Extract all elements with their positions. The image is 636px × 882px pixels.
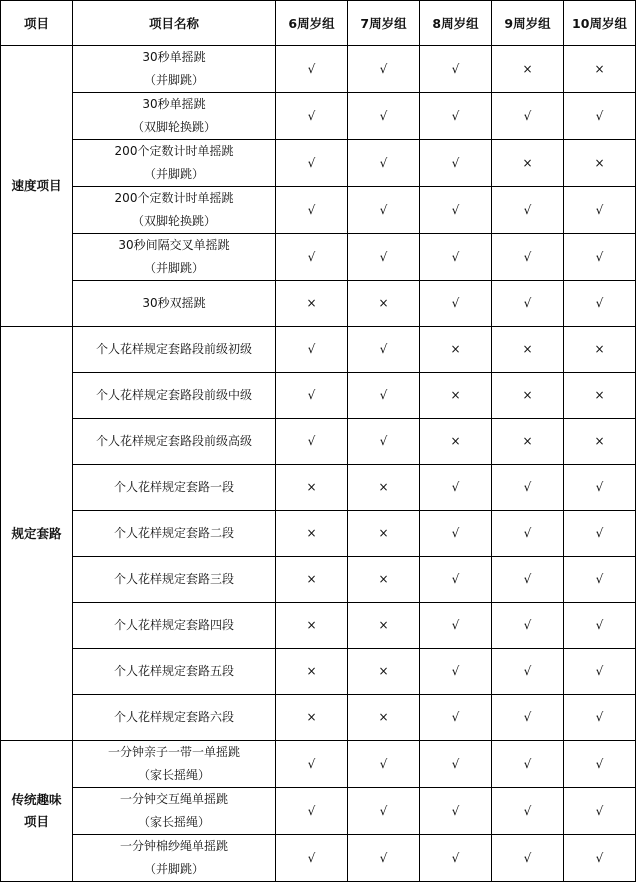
mark-age-9: √ [492,281,564,327]
item-name-cell [73,281,276,327]
mark-age-6: √ [276,140,348,187]
mark-age-10: √ [564,695,636,741]
mark-age-8: √ [420,788,492,835]
item-name-cell [73,419,276,465]
mark-age-7: × [348,465,420,511]
header-age-8: 8周岁组 [420,1,492,46]
mark-age-8: √ [420,140,492,187]
item-name-line: 一分钟棉纱绳单摇跳 [119,839,228,853]
mark-age-8: × [420,373,492,419]
mark-age-10: × [564,373,636,419]
mark-age-6: √ [276,788,348,835]
item-name-line: （并脚跳） [143,167,204,181]
mark-age-7: √ [348,234,420,281]
item-name-line: 个人花样规定套路段前级中级 [95,388,252,402]
mark-age-7: √ [348,327,420,373]
item-name-line: 个人花样规定套路段前级初级 [95,342,252,356]
item-name-line: 个人花样规定套路五段 [113,664,234,678]
category-name-line: 速度项目 [11,178,62,193]
mark-age-9: √ [492,511,564,557]
header-category: 项目 [1,1,73,46]
mark-age-9: √ [492,93,564,140]
item-name-line: （家长摇绳） [137,768,210,782]
table-body [1,46,636,882]
mark-age-6: × [276,511,348,557]
item-name-cell [73,695,276,741]
header-age-6: 6周岁组 [276,1,348,46]
mark-age-6: √ [276,419,348,465]
mark-age-6: × [276,695,348,741]
mark-age-9: × [492,46,564,93]
header-age-7: 7周岁组 [348,1,420,46]
item-name-line: 30秒间隔交叉单摇跳 [118,238,230,252]
item-name-line: 个人花样规定套路段前级高级 [95,434,252,448]
mark-age-9: × [492,373,564,419]
mark-age-9: √ [492,187,564,234]
mark-age-8: √ [420,93,492,140]
table-row [1,788,636,835]
item-name-cell [73,741,276,788]
mark-age-10: √ [564,187,636,234]
table-row [1,741,636,788]
mark-age-7: √ [348,140,420,187]
mark-age-9: × [492,327,564,373]
table-row [1,187,636,234]
mark-age-10: √ [564,465,636,511]
mark-age-6: √ [276,187,348,234]
mark-age-9: √ [492,835,564,882]
mark-age-6: √ [276,46,348,93]
mark-age-8: √ [420,187,492,234]
mark-age-9: √ [492,234,564,281]
header-age-10: 10周岁组 [564,1,636,46]
category-name-line: 传统趣味 [11,792,62,807]
header-row [1,1,636,46]
mark-age-6: √ [276,327,348,373]
item-name-cell [73,46,276,93]
mark-age-8: √ [420,465,492,511]
table-row [1,140,636,187]
item-name-line: （双脚轮换跳） [131,214,216,228]
item-name-line: 个人花样规定套路三段 [113,572,234,586]
table-row [1,46,636,93]
table-row [1,603,636,649]
mark-age-10: √ [564,741,636,788]
mark-age-10: √ [564,93,636,140]
header-age-9: 9周岁组 [492,1,564,46]
mark-age-7: × [348,511,420,557]
table-row [1,649,636,695]
item-name-line: （并脚跳） [143,73,204,87]
mark-age-10: × [564,140,636,187]
item-name-cell [73,511,276,557]
table-row [1,234,636,281]
item-name-line: （并脚跳） [143,261,204,275]
mark-age-9: √ [492,649,564,695]
table-row [1,465,636,511]
table-row [1,93,636,140]
table-row [1,419,636,465]
mark-age-10: √ [564,234,636,281]
mark-age-8: √ [420,46,492,93]
mark-age-7: √ [348,835,420,882]
item-name-line: 30秒单摇跳 [142,97,206,111]
table-row [1,695,636,741]
mark-age-6: × [276,465,348,511]
mark-age-8: √ [420,835,492,882]
table-row [1,373,636,419]
mark-age-9: √ [492,788,564,835]
mark-age-10: √ [564,511,636,557]
item-name-line: 200个定数计时单摇跳 [114,191,234,205]
mark-age-6: × [276,649,348,695]
mark-age-10: √ [564,603,636,649]
mark-age-6: × [276,603,348,649]
header-item-name: 项目名称 [73,1,276,46]
mark-age-7: × [348,281,420,327]
item-name-cell [73,835,276,882]
mark-age-9: √ [492,741,564,788]
mark-age-9: × [492,419,564,465]
mark-age-8: √ [420,281,492,327]
mark-age-7: × [348,649,420,695]
mark-age-6: √ [276,835,348,882]
table-row [1,511,636,557]
mark-age-9: √ [492,695,564,741]
mark-age-6: × [276,557,348,603]
item-name-cell [73,234,276,281]
mark-age-6: √ [276,741,348,788]
item-name-line: （并脚跳） [143,862,204,876]
item-name-cell [73,603,276,649]
item-name-line: 个人花样规定套路六段 [113,710,234,724]
mark-age-8: √ [420,603,492,649]
item-name-cell [73,327,276,373]
mark-age-6: × [276,281,348,327]
item-name-cell [73,465,276,511]
item-name-line: 200个定数计时单摇跳 [114,144,234,158]
mark-age-8: √ [420,741,492,788]
mark-age-7: × [348,603,420,649]
item-name-cell [73,140,276,187]
category-name-line: 规定套路 [11,525,62,541]
item-name-cell [73,93,276,140]
mark-age-7: √ [348,187,420,234]
mark-age-7: √ [348,46,420,93]
mark-age-8: √ [420,234,492,281]
mark-age-10: √ [564,788,636,835]
category-name-line: 项目 [23,814,49,829]
mark-age-7: √ [348,373,420,419]
mark-age-9: × [492,140,564,187]
item-name-cell [73,373,276,419]
mark-age-6: √ [276,93,348,140]
item-name-cell [73,187,276,234]
mark-age-10: × [564,327,636,373]
mark-age-7: √ [348,419,420,465]
item-name-line: （家长摇绳） [137,815,210,829]
mark-age-10: √ [564,835,636,882]
mark-age-9: √ [492,465,564,511]
category-cell [1,46,73,327]
item-name-line: 30秒单摇跳 [142,50,206,64]
table-row [1,281,636,327]
mark-age-9: √ [492,557,564,603]
mark-age-8: √ [420,695,492,741]
category-cell [1,741,73,882]
category-cell [1,327,73,741]
mark-age-6: √ [276,373,348,419]
mark-age-10: √ [564,557,636,603]
item-name-line: 个人花样规定套路一段 [113,480,234,494]
mark-age-10: √ [564,281,636,327]
mark-age-10: × [564,419,636,465]
mark-age-7: √ [348,788,420,835]
mark-age-7: × [348,695,420,741]
mark-age-8: × [420,327,492,373]
mark-age-8: × [420,419,492,465]
mark-age-10: √ [564,649,636,695]
table-row [1,327,636,373]
mark-age-7: √ [348,741,420,788]
item-name-cell [73,788,276,835]
item-name-line: 个人花样规定套路四段 [113,618,234,632]
mark-age-7: × [348,557,420,603]
mark-age-8: √ [420,557,492,603]
item-name-line: 个人花样规定套路二段 [113,526,234,540]
item-name-cell [73,649,276,695]
item-name-line: 一分钟交互绳单摇跳 [119,792,228,806]
mark-age-7: √ [348,93,420,140]
item-name-cell [73,557,276,603]
mark-age-10: × [564,46,636,93]
mark-age-8: √ [420,511,492,557]
mark-age-9: √ [492,603,564,649]
item-name-line: 一分钟亲子一带一单摇跳 [107,745,240,759]
item-name-line: （双脚轮换跳） [131,120,216,134]
item-name-line: 30秒双摇跳 [142,296,206,310]
mark-age-8: √ [420,649,492,695]
table-row [1,557,636,603]
mark-age-6: √ [276,234,348,281]
table-row [1,835,636,882]
